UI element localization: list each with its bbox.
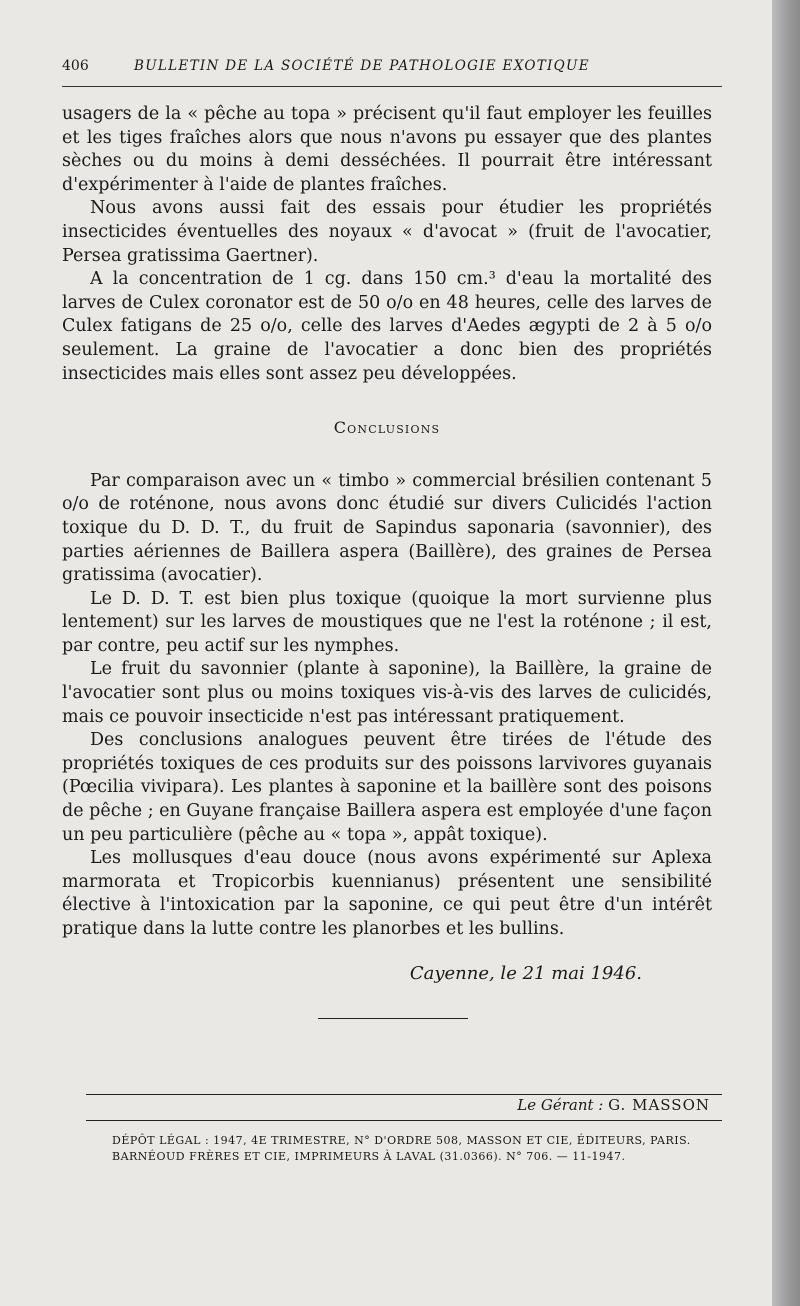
page-edge-shadow: [772, 0, 800, 1306]
conclusion-paragraph: Les mollusques d'eau douce (nous avons expérimenté sur Aplexa marmorata et Tropicorbis kuennianus) présentent une sensibilité élective à l'intoxication par la saponine, ce qui peut être d'un intérêt pratique dans la lutte contre les planorbes et les bullins.: [62, 848, 712, 939]
page-number: 406: [62, 58, 89, 74]
section-heading-conclusions: Conclusions: [333, 418, 441, 438]
conclusion-paragraph: Le D. D. T. est bien plus toxique (quoique la mort survienne plus lentement) sur les larves de moustiques que ne l'est la roténone ; il est, par contre, peu actif sur les nymphes.: [62, 588, 712, 656]
page-header: [62, 58, 722, 74]
imprint-line: BARNÉOUD FRÈRES ET CIE, IMPRIMEURS À LAVAL (31.0366). N° 706. — 11-1947.: [112, 1150, 626, 1163]
paragraph: Nous avons aussi fait des essais pour étudier les propriétés insecticides éventuelles des noyaux « d'avocat » (fruit de l'avocatier, Persea gratissima Gaertner).: [62, 198, 712, 266]
closing-separator: [318, 1018, 468, 1019]
footer-rule-top: [86, 1094, 722, 1095]
footer-rule-bottom: [86, 1120, 722, 1121]
dateline: Cayenne, le 21 mai 1946.: [409, 962, 642, 984]
paragraph: A la concentration de 1 cg. dans 150 cm.³ d'eau la mortalité des larves de Culex coronator est de 50 o/o en 48 heures, celle des larves de Culex fatigans de 25 o/o, celle des larves d'Aedes ægypti de 2 à 5 o/o seulement. La graine de l'avocatier a donc bien des propriétés insecticides mais elles sont assez peu développées.: [62, 269, 712, 384]
imprint-line: DÉPÔT LÉGAL : 1947, 4E TRIMESTRE, N° D'ORDRE 508, MASSON ET CIE, ÉDITEURS, PARIS.: [112, 1134, 691, 1147]
gerant-line: [517, 1096, 710, 1114]
conclusion-paragraph: Des conclusions analogues peuvent être tirées de l'étude des propriétés toxiques de ces produits sur des poissons larvivores guyanais (Pœcilia vivipara). Les plantes à saponine et la baillère sont des poisons de pêche ; en Guyane française Baillera aspera est employée d'une façon un peu particulière (pêche au « topa », appât toxique).: [62, 730, 712, 845]
gerant-label: Le Gérant :: [517, 1096, 604, 1114]
conclusion-paragraph: Par comparaison avec un « timbo » commercial brésilien contenant 5 o/o de roténone, nous avons donc étudié sur divers Culicidés l'action toxique du D. D. T., du fruit de Sapindus saponaria (savonnier), des parties aériennes de Baillera aspera (Baillère), des graines de Persea gratissima (avocatier).: [62, 470, 712, 586]
paragraph: usagers de la « pêche au topa » précisent qu'il faut employer les feuilles et les tiges fraîches alors que nous n'avons pu essayer que des plantes sèches ou du moins à demi desséchées. Il pourrait être intéressant d'expérimenter à l'aide de plantes fraîches.: [62, 104, 712, 195]
article-body: [62, 103, 712, 985]
conclusion-paragraph: Le fruit du savonnier (plante à saponine), la Baillère, la graine de l'avocatier sont plus ou moins toxiques vis-à-vis des larves de culicidés, mais ce pouvoir insecticide n'est pas intéressant pratiquement.: [62, 659, 712, 727]
running-title: BULLETIN DE LA SOCIÉTÉ DE PATHOLOGIE EXOTIQUE: [134, 58, 590, 74]
header-rule: [62, 86, 722, 87]
gerant-name: G. MASSON: [608, 1096, 710, 1114]
imprint: [112, 1133, 702, 1165]
